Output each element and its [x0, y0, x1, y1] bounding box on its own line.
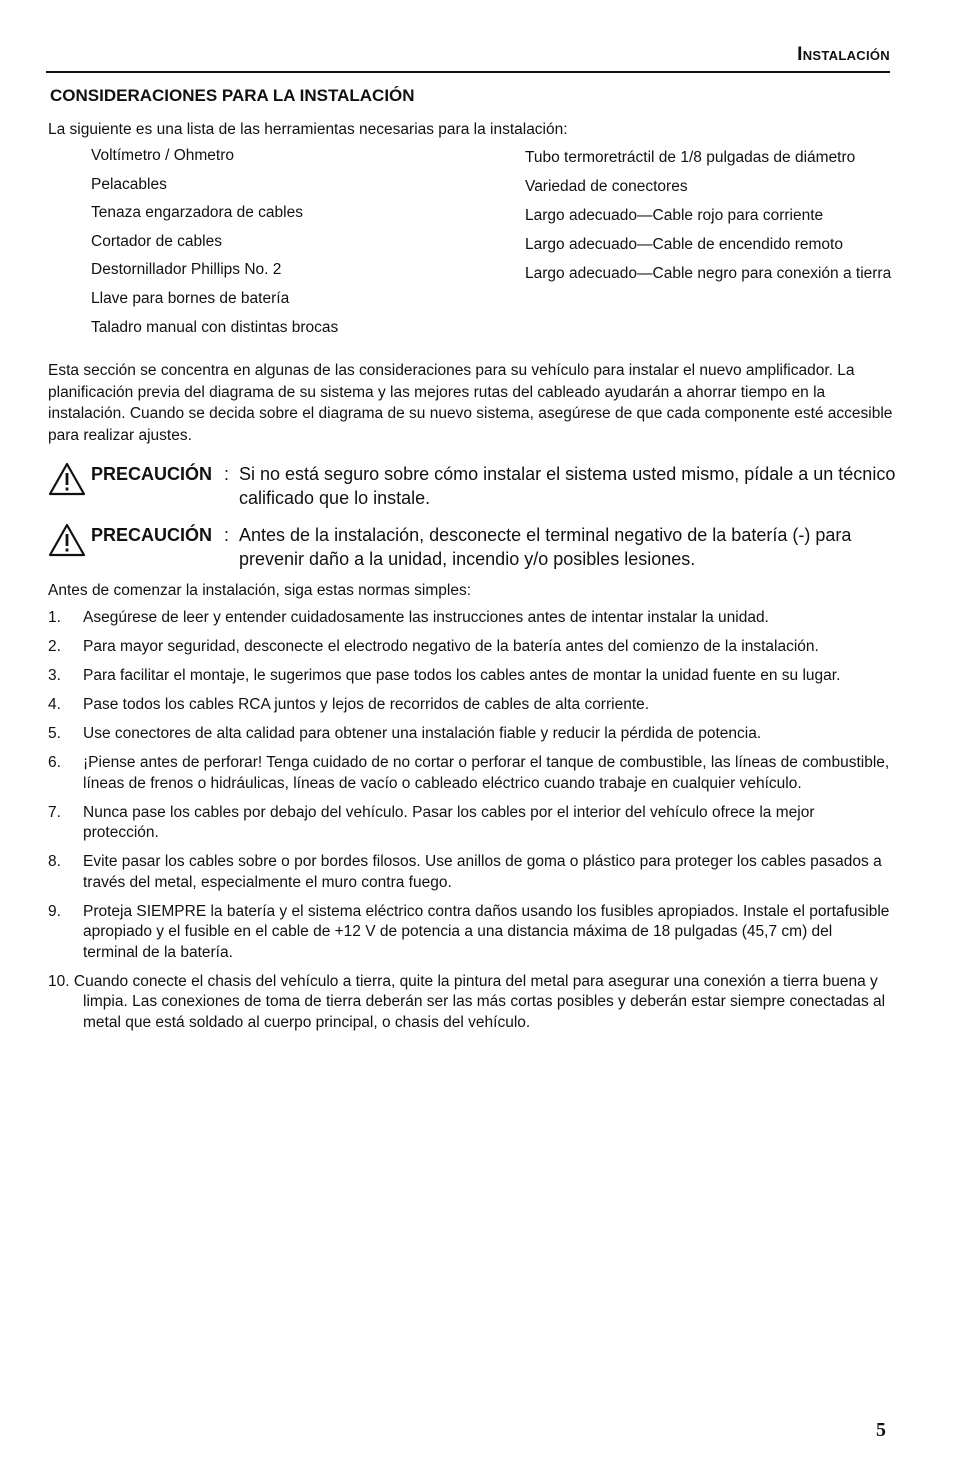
list-item-text: Cuando conecte el chasis del vehículo a tierra, quite la pintura del metal para asegurar una conexión a tierra buena y limpia. Las conexiones de toma de tierra deberán ser las más cortas posibles y deberán estar siempre conectadas al metal que está soldado al cuerpo principal, o chasis del vehículo.	[73, 972, 886, 1031]
document-page	[48, 0, 896, 1475]
list-item	[48, 637, 890, 658]
header-rule	[46, 71, 890, 73]
caution-notice	[48, 462, 896, 516]
caution-text: Si no está seguro sobre cómo instalar el sistema usted mismo, pídale a un técnico calificado que lo instale.	[239, 464, 896, 508]
norms-list	[48, 608, 890, 1042]
list-item-number: 4.	[48, 696, 61, 713]
list-item-text: Asegúrese de leer y entender cuidadosamente las instrucciones antes de intentar instalar la unidad.	[83, 609, 769, 626]
page-number: 5	[876, 1419, 886, 1441]
page-header-title: Instalación	[797, 44, 890, 65]
tool-item: Largo adecuado—Cable negro para conexión a tierra	[525, 265, 892, 282]
tool-item: Largo adecuado—Cable de encendido remoto	[525, 236, 843, 253]
list-item	[48, 724, 890, 745]
list-item	[48, 753, 890, 794]
caution-text: Antes de la instalación, desconecte el terminal negativo de la batería (-) para prevenir daño a la unidad, incendio y/o posibles lesiones.	[239, 525, 852, 569]
tools-list-left	[91, 146, 511, 346]
tool-item: Tubo termoretráctil de 1/8 pulgadas de diámetro	[525, 149, 856, 166]
list-item-text: ¡Piense antes de perforar! Tenga cuidado de no cortar o perforar el tanque de combustible, las líneas de combustible, líneas de frenos o hidráulicas, líneas de vacío o cableado eléctrico cuando trabaje en cualquier vehículo.	[83, 754, 890, 792]
list-item-body	[48, 972, 890, 1034]
tool-item: Taladro manual con distintas brocas	[91, 318, 339, 336]
tool-item: Destornillador Phillips No. 2	[91, 261, 282, 279]
list-item-number: 2.	[48, 638, 61, 655]
list-item-number: 6.	[48, 754, 61, 771]
caution-label: PRECAUCIÓN	[91, 464, 213, 484]
list-item-number: 1.	[48, 609, 61, 626]
caution-colon: :	[224, 464, 230, 484]
caution-colon: :	[224, 525, 230, 545]
list-item-text: Para mayor seguridad, desconecte el electrodo negativo de la batería antes del comienzo de la instalación.	[83, 638, 819, 655]
caution-notice	[48, 523, 893, 577]
list-item-text: Evite pasar los cables sobre o por bordes filosos. Use anillos de goma o plástico para proteger los cables pasados a través del metal, especialmente el muro contra fuego.	[83, 853, 882, 891]
warning-triangle-icon	[48, 523, 86, 557]
tools-list-right	[525, 147, 897, 292]
list-item-text: Para facilitar el montaje, le sugerimos que pase todos los cables antes de montar la unidad fuente en su lugar.	[83, 667, 841, 684]
considerations-paragraph: Esta sección se concentra en algunas de las consideraciones para su vehículo para instalar el nuevo amplificador. La planificación previa del diagrama de su sistema y las mejores rutas del cableado ayudarán a ahorrar tiempo en la instalación. Cuando se decida sobre el diagrama de su nuevo sistema, asegúrese de que cada componente esté accesible para realizar ajustes.	[48, 362, 893, 444]
tool-item: Variedad de conectores	[525, 178, 688, 195]
tool-item: Largo adecuado—Cable rojo para corriente	[525, 207, 824, 224]
list-item	[48, 852, 890, 893]
list-item	[48, 666, 890, 687]
list-item-number: 7.	[48, 803, 61, 821]
caution-label: PRECAUCIÓN	[91, 525, 213, 545]
tool-item: Voltímetro / Ohmetro	[91, 147, 234, 164]
list-item	[48, 608, 890, 629]
list-item-number: 8.	[48, 853, 61, 870]
list-item	[48, 695, 890, 716]
list-item-text: Nunca pase los cables por debajo del vehículo. Pasar los cables por el interior del vehículo ofrece la mejor protección.	[83, 803, 815, 841]
list-item-text: Pase todos los cables RCA juntos y lejos de recorridos de cables de alta corriente.	[83, 696, 650, 713]
list-item-number: 9.	[48, 902, 61, 920]
list-item-text: Proteja SIEMPRE la batería y el sistema eléctrico contra daños usando los fusibles apropiados. Instale el portafusible apropiado y el fusible en el cable de +12 V de potencia a una distancia máxima de 18 pulgadas (45,7 cm) del terminal de la batería.	[83, 902, 890, 961]
warning-triangle-icon	[48, 462, 86, 496]
list-item-number: 5.	[48, 725, 61, 742]
section-title: CONSIDERACIONES PARA LA INSTALACIÓN	[50, 86, 415, 105]
tool-item: Cortador de cables	[91, 232, 222, 250]
tool-item: Llave para bornes de batería	[91, 289, 290, 307]
list-item	[48, 902, 890, 964]
list-item-number: 3.	[48, 667, 61, 684]
list-item	[48, 972, 890, 1034]
tool-item: Tenaza engarzadora de cables	[91, 204, 303, 222]
list-item-number: 10.	[48, 972, 70, 990]
tool-item: Pelacables	[91, 175, 167, 193]
norms-intro: Antes de comenzar la instalación, siga estas normas simples:	[48, 582, 472, 599]
tools-intro: La siguiente es una lista de las herramientas necesarias para la instalación:	[48, 121, 568, 138]
list-item-text: Use conectores de alta calidad para obtener una instalación fiable y reducir la pérdida de potencia.	[83, 725, 762, 742]
list-item	[48, 803, 890, 844]
